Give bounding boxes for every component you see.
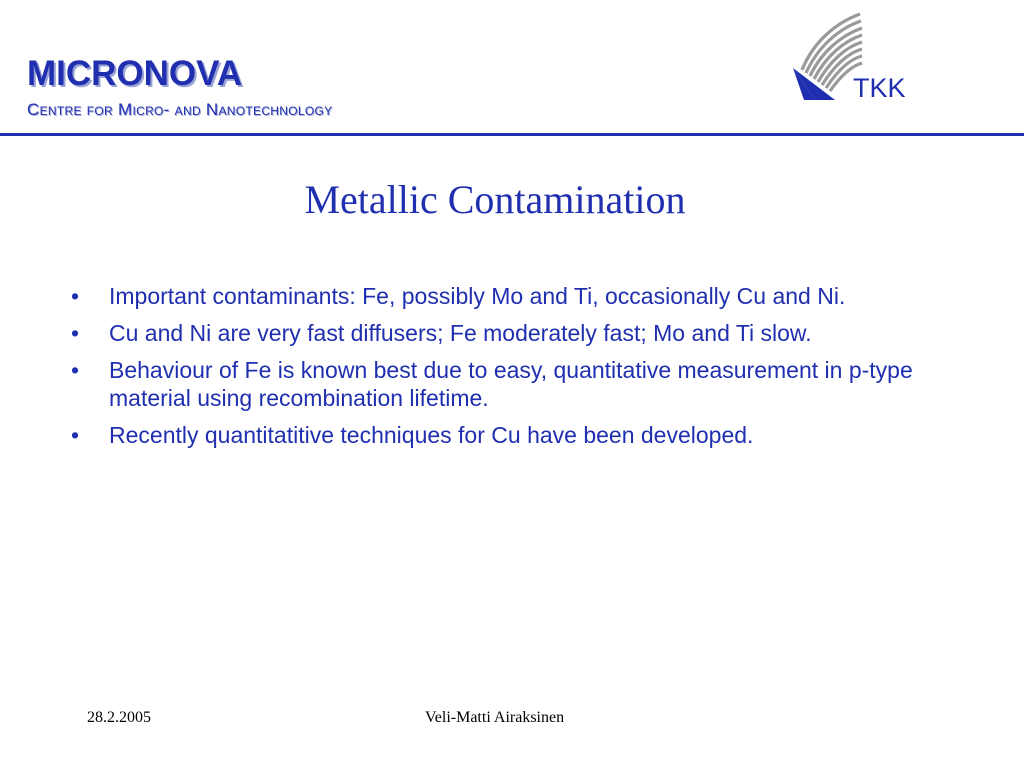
bullet-item bbox=[69, 282, 939, 310]
micronova-logo-text: MICRONOVA bbox=[27, 54, 243, 93]
header-divider bbox=[0, 133, 1024, 136]
bullet-text: Recently quantitatitive techniques for Cu have been developed. bbox=[109, 422, 754, 448]
bullet-marker: • bbox=[71, 283, 80, 309]
footer-author: Veli-Matti Airaksinen bbox=[425, 709, 565, 726]
bullet-marker: • bbox=[71, 320, 80, 346]
bullet-item bbox=[69, 421, 939, 449]
bullet-text: Behaviour of Fe is known best due to easy, quantitative measurement in p-type material using recombination lifetime. bbox=[109, 357, 913, 411]
bullet-text: Cu and Ni are very fast diffusers; Fe moderately fast; Mo and Ti slow. bbox=[109, 320, 812, 346]
bullet-marker: • bbox=[71, 357, 80, 383]
tkk-label: TKK bbox=[853, 73, 906, 103]
bullet-text: Important contaminants: Fe, possibly Mo and Ti, occasionally Cu and Ni. bbox=[109, 283, 846, 309]
footer-date: 28.2.2005 bbox=[87, 709, 151, 726]
slide-title: Metallic Contamination bbox=[304, 177, 686, 222]
micronova-tagline: Centre for Micro- and Nanotechnology bbox=[27, 100, 333, 119]
bullet-item bbox=[69, 319, 939, 347]
bullet-marker: • bbox=[71, 422, 80, 448]
bullet-item bbox=[69, 356, 939, 412]
bullet-list bbox=[69, 282, 939, 458]
